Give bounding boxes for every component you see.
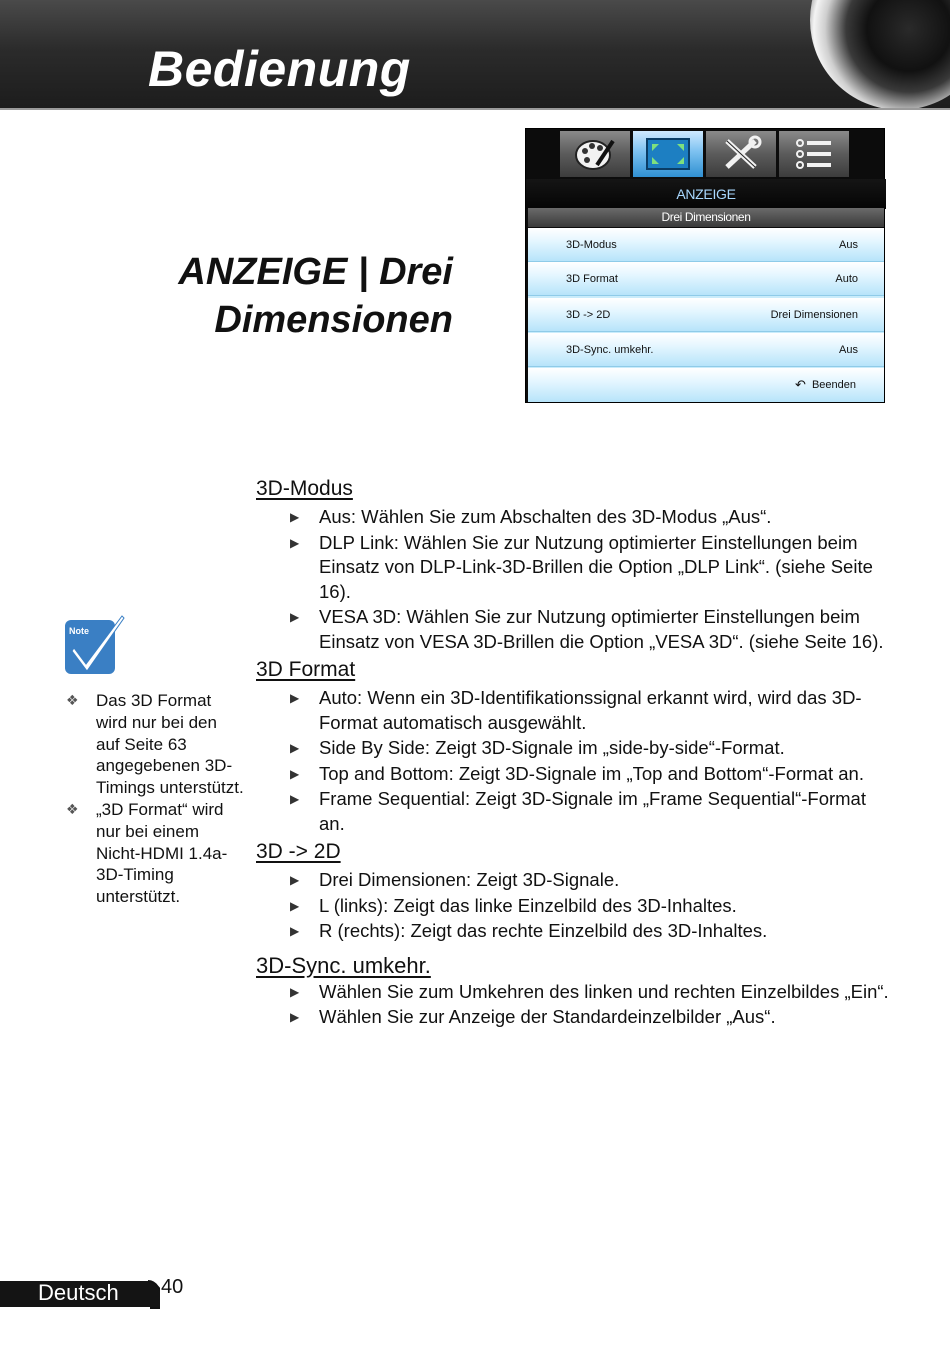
list-item: ▶ L (links): Zeigt das linke Einzelbild des 3D-Inhaltes.	[256, 894, 896, 919]
list-item: ▶ Top and Bottom: Zeigt 3D-Signale im „Top and Bottom“-Format an.	[256, 762, 896, 787]
note-icon-text: Note	[69, 626, 89, 636]
osd-row-3d-sync-invert[interactable]	[528, 333, 884, 367]
note-icon	[64, 614, 126, 676]
arrow-bullet-icon: ▶	[290, 792, 300, 806]
section-heading-3d-sync-invert: 3D-Sync. umkehr.	[256, 952, 431, 978]
note-list	[64, 690, 244, 908]
list-item: ▶ Aus: Wählen Sie zum Abschalten des 3D-Modus „Aus“.	[256, 505, 896, 530]
osd-row-3d-mode[interactable]	[528, 228, 884, 262]
osd-row-value: Aus	[839, 238, 858, 251]
osd-row-label: 3D -> 2D	[566, 308, 611, 321]
osd-row-label: 3D-Sync. umkehr.	[566, 343, 654, 356]
arrow-bullet-icon: ▶	[290, 766, 300, 781]
list-item: ▶ VESA 3D: Wählen Sie zur Nutzung optimierter Einstellungen beim Einsatz von VESA 3D-Brillen die Option „VESA 3D“. (siehe Seite 16).	[290, 606, 884, 652]
arrow-bullet-icon: ▶	[290, 984, 300, 999]
arrow-bullet-icon: ▶	[290, 873, 300, 887]
osd-tab-display[interactable]	[633, 131, 703, 177]
osd-tab-image[interactable]	[560, 131, 630, 177]
item-list	[256, 686, 896, 836]
diamond-bullet-icon: ❖	[66, 692, 79, 708]
list-item: ▶ Wählen Sie zum Umkehren des linken und rechten Einzelbildes „Ein“.	[256, 980, 896, 1005]
list-item: ▶ Wählen Sie zur Anzeige der Standardeinzelbilder „Aus“.	[256, 1005, 896, 1030]
footer-language: Deutsch	[38, 1280, 119, 1305]
osd-row-3d-to-2d[interactable]	[528, 298, 884, 332]
arrow-bullet-icon: ▶	[290, 1010, 300, 1024]
section-heading-3d-mode: 3D-Modus	[256, 477, 353, 500]
arrow-bullet-icon: ▶	[290, 510, 300, 524]
section-heading-3d-to-2d: 3D -> 2D	[256, 840, 341, 863]
osd-row-label: 3D-Modus	[566, 238, 617, 251]
section-title-line1: ANZEIGE | Drei	[178, 251, 453, 293]
arrow-bullet-icon: ▶	[290, 535, 300, 550]
osd-body	[528, 228, 884, 402]
osd-row-value: Drei Dimensionen	[770, 308, 858, 321]
list-item: ▶ DLP Link: Wählen Sie zur Nutzung optimierter Einstellungen beim Einsatz von DLP-Link-3D-Brillen die Option „DLP Link“. (siehe Seite 16).	[290, 531, 873, 602]
palette-icon	[573, 135, 617, 173]
osd-menu	[525, 128, 885, 403]
osd-tab-setup[interactable]	[706, 131, 776, 177]
tools-icon	[719, 135, 763, 173]
list-item: ▶ Side By Side: Zeigt 3D-Signale im „side-by-side“-Format.	[256, 736, 896, 761]
note-item: ❖ „3D Format“ wird nur bei einem Nicht-HDMI 1.4a-3D-Timing unterstützt.	[66, 799, 228, 907]
item-list	[256, 505, 896, 654]
display-icon	[644, 136, 692, 172]
list-item: ▶ Frame Sequential: Zeigt 3D-Signale im „Frame Sequential“-Format an.	[290, 788, 866, 834]
arrow-bullet-icon: ▶	[290, 741, 300, 755]
item-list	[256, 980, 896, 1030]
osd-tab-options[interactable]	[779, 131, 849, 177]
section-title-line2: Dimensionen	[214, 299, 453, 341]
arrow-bullet-icon: ▶	[290, 898, 300, 913]
note-item: ❖ Das 3D Format wird nur bei den auf Seite 63 angegebenen 3D-Timings unterstützt.	[66, 691, 244, 798]
section-heading-3d-format: 3D Format	[256, 658, 356, 681]
header-title: Bedienung	[148, 41, 411, 97]
list-item: ▶ R (rechts): Zeigt das rechte Einzelbild des 3D-Inhaltes.	[256, 919, 896, 944]
arrow-bullet-icon: ▶	[290, 924, 300, 938]
osd-exit-label: Beenden	[811, 379, 856, 391]
list-item: ▶ Auto: Wenn ein 3D-Identifikationssignal erkannt wird, wird das 3D-Format automatisch ausgewählt.	[290, 687, 862, 733]
osd-row-label: 3D Format	[566, 272, 618, 285]
diamond-bullet-icon: ❖	[66, 800, 79, 817]
osd-exit-button[interactable]	[528, 368, 884, 402]
list-item: ▶ Drei Dimensionen: Zeigt 3D-Signale.	[256, 868, 896, 893]
osd-row-3d-format[interactable]	[528, 262, 884, 296]
osd-row-value: Aus	[839, 343, 858, 356]
osd-row-value: Auto	[835, 272, 858, 285]
projector-lens-icon	[810, 0, 950, 110]
options-list-icon	[792, 135, 836, 173]
page-number: 40	[161, 1276, 184, 1298]
arrow-bullet-icon: ▶	[290, 610, 300, 624]
page-header	[0, 0, 950, 110]
osd-tab-bar	[560, 131, 849, 177]
osd-heading: ANZEIGE	[526, 179, 886, 209]
arrow-bullet-icon: ▶	[290, 691, 300, 705]
return-arrow-icon: ↶	[795, 377, 806, 392]
section-title	[93, 248, 453, 344]
main-content	[256, 476, 896, 1030]
osd-subheading: Drei Dimensionen	[528, 208, 884, 227]
item-list	[256, 868, 896, 944]
